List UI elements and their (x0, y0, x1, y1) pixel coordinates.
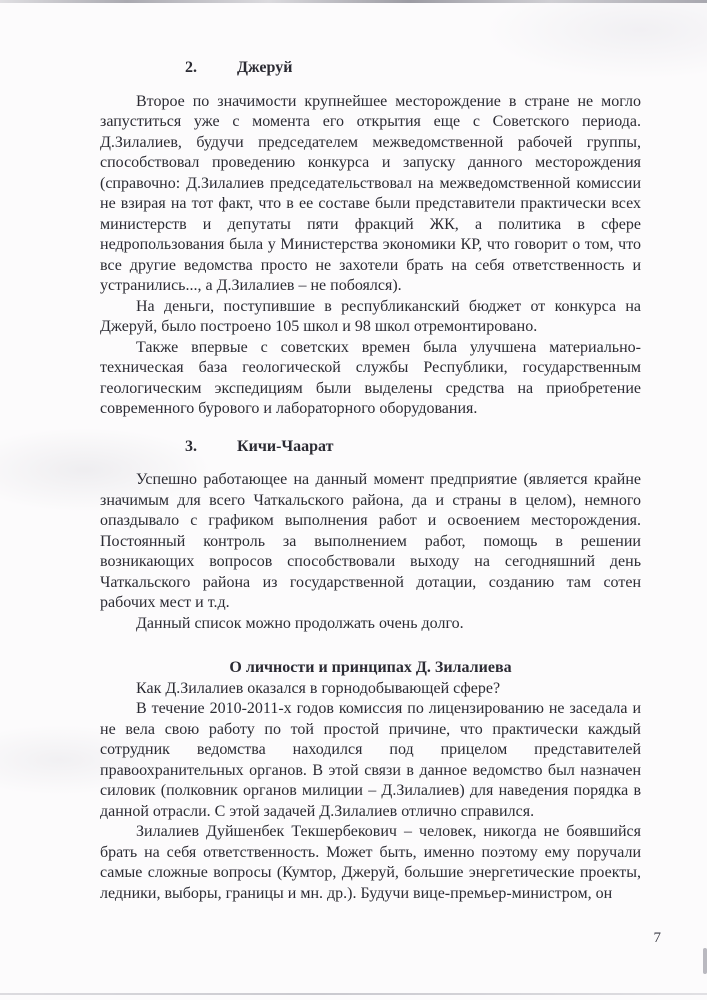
section-title-kichi-chaarat: Кичи-Чаарат (237, 437, 334, 455)
section-number-kichi-chaarat: 3. (185, 437, 197, 455)
paragraph-jeruy-1: Второе по значимости крупнейшее месторождение в стране не могло запуститься уже с момента его открытия еще с Советского периода. Д.Зилалиев, будучи председателем межведомственной рабочей группы, способствовал проведению конкурса и запуску данного месторождения (справочно: Д.Зилалиев председательствовал на межведомственной комиссии не взирая на тот факт, что в ее составе были представители практически всех министерств и депутаты пяти фракций ЖК, а политика в сфере недропользования была у Министерства экономики КР, что говорит о том, что все другие ведомства просто не захотели брать на себя ответственность и устранились..., а Д.Зилалиев – не побоялся). (100, 92, 641, 294)
paragraph-jeruy-3: Также впервые с советских времен была улучшена материально-техническая база геологической службы Республики, государственным геологическим экспедициям были выделены средства на приобретение современного бурового и лабораторного оборудования. (100, 338, 641, 417)
section-title-jeruy: Джеруй (237, 59, 293, 76)
scan-artifact-bottom-edge (0, 993, 707, 995)
page-content (100, 58, 641, 904)
section-number-jeruy: 2. (185, 59, 197, 76)
section-heading-jeruy (100, 58, 641, 79)
section-heading-kichi-chaarat (100, 437, 641, 458)
paragraph-jeruy-2: На деньги, поступившие в республиканский бюджет от конкурса на Джеруй, было построено 105 школ и 98 школ отремонтировано. (100, 297, 641, 335)
scan-artifact-top-edge (0, 0, 707, 3)
section-heading-personality: О личности и принципах Д. Зилалиева (229, 659, 512, 676)
paragraph-personality-2: Зилалиев Дуйшенбек Текшербекович – человек, никогда не боявшийся брать на себя ответственность. Может быть, именно поэтому ему поручали самые сложные вопросы (Кумтор, Джеруй, большие энергетические проекты, ледники, выборы, границы и мн. др.). Будучи вице-премьер-министром, он (100, 823, 641, 902)
paragraph-personality-question: Как Д.Зилалиев оказался в горнодобывающей сфере? (136, 679, 501, 697)
paragraph-personality-1: В течение 2010-2011-х годов комиссия по лицензированию не заседала и не вела свою работу по той простой причине, что практически каждый сотрудник ведомства находился под прицелом представителей правоохранительных органов. В этой связи в данное ведомство был назначен силовик (полковник органов милиции – Д.Зилалиев) для наведения порядка в данной отрасли. С этой задачей Д.Зилалиев отлично справился. (100, 700, 641, 820)
scan-artifact-right-edge (703, 948, 707, 974)
paragraph-kichi-1: Успешно работающее на данный момент предприятие (является крайне значимым для всего Чаткальского района, да и страны в целом), немного опаздывало с графиком выполнения работ и освоением месторождения. Постоянный контроль за выполнением работ, помощь в решении возникающих вопросов способствовали выходу на сегодняшний день Чаткальского района из государственной дотации, созданию там сотен рабочих мест и т.д. (100, 471, 641, 611)
page-number: 7 (653, 930, 661, 946)
paragraph-kichi-2: Данный список можно продолжать очень долго. (136, 614, 464, 632)
